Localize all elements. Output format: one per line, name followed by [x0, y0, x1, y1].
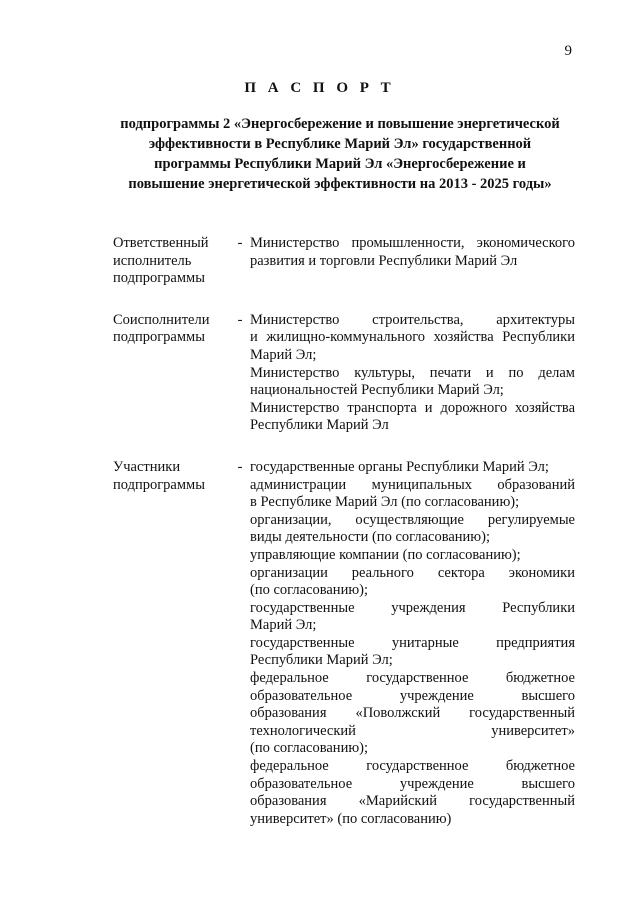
row-value-line: Республики Марий Эл; — [250, 652, 393, 669]
row-value-line: федеральное государственное бюджетное — [250, 670, 575, 687]
document-subtitle — [100, 114, 580, 194]
subtitle-line: подпрограммы 2 «Энергосбережение и повышение энергетической — [120, 116, 560, 132]
row-label-line: Соисполнители — [113, 311, 210, 328]
row-value-line: технологический университет» — [250, 722, 575, 739]
row-value-line: образовательное учреждение высшего — [250, 687, 575, 704]
row-value-line: государственные органы Республики Марий Эл; — [250, 458, 549, 475]
row-value-line: развития и торговли Республики Марий Эл — [250, 252, 518, 269]
table-row — [113, 235, 575, 288]
table-row — [113, 312, 575, 435]
row-label-line: Ответственный — [113, 235, 209, 251]
page-number: 9 — [564, 43, 572, 59]
row-spacer — [113, 288, 575, 312]
row-value-line: (по согласованию); — [250, 740, 369, 757]
row-label-line: подпрограммы — [113, 329, 205, 346]
row-label-line: исполнитель — [113, 252, 192, 269]
row-value-line: Марий Эл; — [250, 617, 317, 634]
row-label-line: подпрограммы — [113, 270, 205, 287]
row-value-line: администрации муниципальных образований — [250, 476, 575, 493]
row-value — [250, 459, 575, 828]
row-value-line: государственные унитарные предприятия — [250, 634, 575, 651]
row-label-line: Участники — [113, 458, 181, 475]
row-value-line: Марий Эл; — [250, 346, 317, 363]
row-spacer — [113, 435, 575, 459]
table-row — [113, 459, 575, 828]
subtitle-line: повышение энергетической эффективности на 2013 - 2025 годы» — [128, 176, 552, 192]
row-label-line: подпрограммы — [113, 476, 205, 493]
row-value-line: Министерство культуры, печати и по делам — [250, 364, 575, 381]
document-title: П А С П О Р Т — [244, 80, 395, 96]
row-value-line: Республики Марий Эл — [250, 417, 389, 434]
row-value-line: организации реального сектора экономики — [250, 564, 575, 581]
row-label — [113, 312, 230, 435]
row-value-line: и жилищно-коммунального хозяйства Республики — [250, 329, 575, 346]
row-value-line: Министерство транспорта и дорожного хозяйства — [250, 399, 575, 416]
row-value-line: Министерство промышленности, экономического — [250, 235, 575, 251]
row-value-line: образовательное учреждение высшего — [250, 775, 575, 792]
row-dash: - — [237, 235, 243, 251]
row-value-line: в Республике Марий Эл (по согласованию); — [250, 494, 520, 511]
row-value-line: образования «Марийский государственный — [250, 793, 575, 810]
row-dash: - — [237, 458, 243, 475]
row-label — [113, 235, 230, 288]
row-value — [250, 235, 575, 288]
row-label — [113, 459, 230, 828]
row-value — [250, 312, 575, 435]
row-value-line: организации, осуществляющие регулируемые — [250, 511, 575, 528]
subtitle-line: эффективности в Республике Марий Эл» государственной — [148, 136, 532, 152]
row-value-line: Министерство строительства, архитектуры — [250, 311, 575, 328]
passport-table — [113, 235, 575, 828]
row-value-line: виды деятельности (по согласованию); — [250, 529, 491, 546]
row-value-line: университет» (по согласованию) — [250, 810, 452, 827]
row-value-line: (по согласованию); — [250, 582, 369, 599]
row-value-line: национальностей Республики Марий Эл; — [250, 382, 504, 399]
row-value-line: управляющие компании (по согласованию); — [250, 546, 521, 563]
subtitle-line: программы Республики Марий Эл «Энергосбережение и — [154, 156, 526, 172]
row-value-line: государственные учреждения Республики — [250, 599, 575, 616]
row-value-line: образования «Поволжский государственный — [250, 705, 575, 722]
row-value-line: федеральное государственное бюджетное — [250, 758, 575, 775]
row-dash: - — [237, 311, 243, 328]
